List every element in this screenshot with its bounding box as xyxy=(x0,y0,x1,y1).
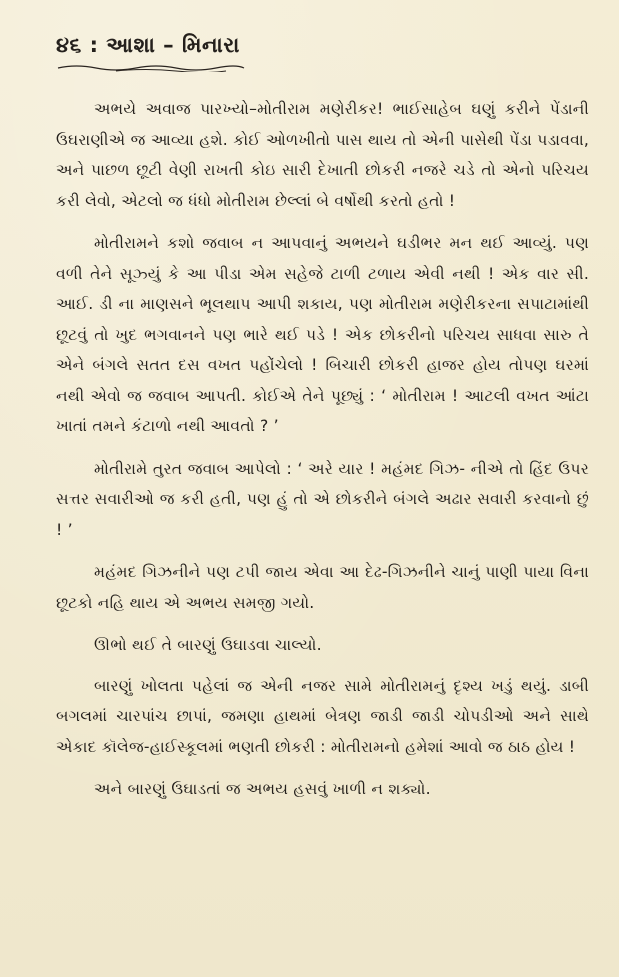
paragraph-5: ઊભો થઈ તે બારણું ઉઘાડવા ચાલ્યો. xyxy=(94,636,322,654)
paragraph-1: અભયે અવાજ પારખ્યો–મોતીરામ મણેરીકર! ભાઈસાહેબ ઘણું કરીને પેંડાની ઉઘરાણીએ જ આવ્યા હશે. કોઈ ઓળખીતો પાસ થાય તો એની પાસેથી પેંડા પડાવવા, અને પાછળ છૂટી વેણી રાખતી કોઇ સારી દેખાતી છોકરી નજરે ચડે તો એનો પરિચય કરી લેવો, એટલો જ ધંધો મોતીરામ છેલ્લાં બે વર્ષોથી કરતો હતો ! xyxy=(56,100,589,210)
paragraph-6: બારણું ખોલતા પહેલાં જ એની નજર સામે મોતીરામનું દૃશ્ય ખડું થયું. ડાબી બગલમાં ચારપાંચ છાપાં, જમણા હાથમાં બેત્રણ જાડી જાડી ચોપડીઓ અને સાથે એકાદ કૉલેજ-હાઈસ્કૂલમાં ભણતી છોકરી : મોતીરામનો હમેશાં આવો જ ઠાઠ હોય ! xyxy=(56,676,589,756)
paragraph-3: મોતીરામે તુરત જવાબ આપેલો : ‘ અરે યાર ! મહંમદ ગિઝ- નીએ તો હિંદ ઉપર સત્તર સવારીઓ જ કરી હતી, પણ હું તો એ છોકરીને બંગલે અઢાર સવારી કરવાનો છું ! ’ xyxy=(56,459,589,539)
paragraph-7: અને બારણું ઉઘાડતાં જ અભય હસવું ખાળી ન શક્યો. xyxy=(94,780,431,798)
chapter-heading: ૪૬ : આશા – મિનારા xyxy=(56,33,240,57)
heading-underline xyxy=(56,62,246,72)
paragraph-4: મહંમદ ગિઝનીને પણ ટપી જાય એવા આ દેઢ-ગિઝનીને ચાનું પાણી પાયા વિના છૂટકો નહિ થાય એ અભય સમજી ગયો. xyxy=(56,563,589,612)
paragraph-2: મોતીરામને કશો જવાબ ન આપવાનું અભયને ઘડીભર મન થઈ આવ્યું. પણ વળી તેને સૂઝ્યું કે આ પીડા એમ સહેજે ટાળી ટળાય એવી નથી ! એક વાર સી. આઈ. ડી ના માણસને ભૂલથાપ આપી શકાય, પણ મોતીરામ મણેરીકરના સપાટામાંથી છૂટવું તો ખુદ ભગવાનને પણ ભારે થઈ પડે ! એક છોકરીનો પરિચય સાધવા સારુ તે એને બંગલે સતત દસ વખત પહોંચેલો ! બિચારી છોકરી હાજર હોય તોપણ ઘરમાં નથી એવો જ જવાબ આપતી. કોઈએ તેને પૂછ્યું : ‘ મોતીરામ ! આટલી વખત આંટા ખાતાં તમને કંટાળો નથી આવતો ? ’ xyxy=(56,234,589,435)
